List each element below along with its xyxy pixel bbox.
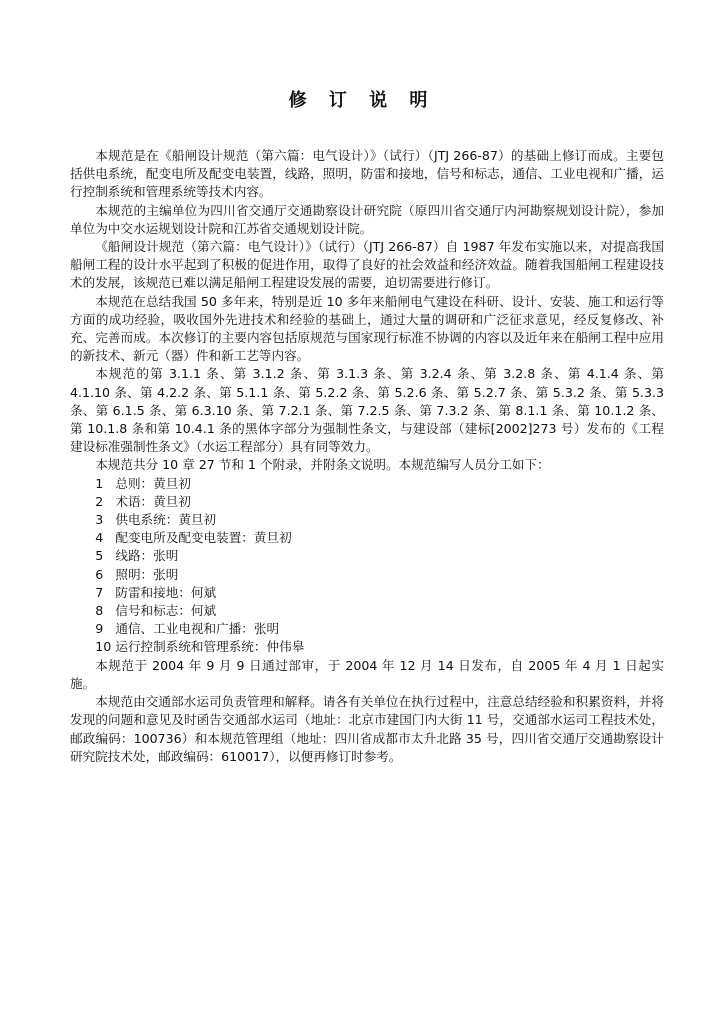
author-item-number: 2 [95, 493, 104, 509]
author-item-text: 防雷和接地：何斌 [115, 584, 217, 600]
author-item-text: 线路：张明 [115, 548, 179, 564]
author-item-text: 总则：黄旦初 [115, 475, 191, 491]
author-item-number: 10 [95, 639, 112, 655]
author-list-item [70, 511, 664, 529]
author-list-item [70, 620, 664, 638]
author-item-text: 信号和标志：何斌 [115, 603, 217, 619]
paragraph-history: 《船闸设计规范（第六篇：电气设计）》（试行）（JTJ 266-87）自 1987 年发布实施以来，对提高我国船闸工程的设计水平起到了积极的促进作用，取得了良好的社会效益和经济效益。随着我国船闸工程建设技术的发展，该规范已难以满足船闸工程建设发展的需要，迫切需要进行修订。 [70, 239, 664, 291]
document-body [70, 147, 664, 766]
paragraph-structure: 本规范共分 10 章 27 节和 1 个附录，并附条文说明。本规范编写人员分工如下： [95, 457, 550, 473]
author-item-text: 配变电所及配变电装置：黄旦初 [115, 530, 292, 546]
author-item-number: 6 [95, 566, 104, 582]
paragraph-basis: 本规范是在《船闸设计规范（第六篇：电气设计）》（试行）（JTJ 266-87）的基础上修订而成。主要包括供电系统，配变电所及配变电装置，线路，照明，防雷和接地，信号和标志，通信、工业电视和广播，运行控制系统和管理系统等技术内容。 [70, 148, 664, 200]
author-item-number: 9 [95, 621, 104, 637]
paragraph-mandatory-clauses: 本规范的第 3.1.1 条、第 3.1.2 条、第 3.1.3 条、第 3.2.4 条、第 3.2.8 条、第 4.1.4 条、第 4.1.10 条、第 4.2.2 条、第 5.1.1 条、第 5.2.2 条、第 5.2.6 条、第 5.2.7 条、第 5.3.2 条、第 5.3.3 条、第 6.1.5 条、第 6.3.10 条、第 7.2.1 条、第 7.2.5 条、第 7.3.2 条、第 8.1.1 条、第 10.1.2 条、第 10.1.8 条和第 10.4.1 条的黑体字部分为强制性条文，与建设部（建标[2002]273 号）发布的《工程建设标准强制性条文》（水运工程部分）具有同等效力。 [70, 366, 664, 455]
author-item-number: 4 [95, 530, 104, 546]
author-item-text: 通信、工业电视和广播：张明 [115, 621, 280, 637]
author-list [70, 475, 664, 657]
author-list-item [70, 584, 664, 602]
author-item-text: 照明：张明 [115, 566, 179, 582]
author-list-item [70, 602, 664, 620]
author-item-number: 5 [95, 548, 104, 564]
author-item-text: 供电系统：黄旦初 [115, 512, 217, 528]
author-list-item [70, 547, 664, 565]
paragraph-revision-content: 本规范在总结我国 50 多年来，特别是近 10 多年来船闸电气建设在科研、设计、安装、施工和运行等方面的成功经验，吸收国外先进技术和经验的基础上，通过大量的调研和广泛征求意见，经反复修改、补充、完善而成。本次修订的主要内容包括原规范与国家现行标准不协调的内容以及近年来在船闸工程中应用的新技术、新元（器）件和新工艺等内容。 [70, 293, 664, 364]
author-list-item [70, 566, 664, 584]
paragraph-effective-date: 本规范于 2004 年 9 月 9 日通过部审，于 2004 年 12 月 14 日发布，自 2005 年 4 月 1 日起实施。 [70, 657, 664, 691]
author-list-item [70, 475, 664, 493]
author-list-item [70, 529, 664, 547]
author-item-number: 8 [95, 603, 104, 619]
page-title: 修 订 说 明 [288, 90, 436, 111]
author-item-number: 7 [95, 584, 104, 600]
author-list-item [70, 638, 664, 656]
author-item-number: 3 [95, 512, 104, 528]
author-item-text: 术语：黄旦初 [115, 493, 191, 509]
author-item-text: 运行控制系统和管理系统：仲伟皋 [115, 639, 305, 655]
author-item-number: 1 [95, 475, 104, 491]
paragraph-contact: 本规范由交通部水运司负责管理和解释。请各有关单位在执行过程中，注意总结经验和积累资料，并将发现的问题和意见及时函告交通部水运司（地址：北京市建国门内大街 11 号，交通部水运司工程技术处，邮政编码：100736）和本规范管理组（地址：四川省成都市太升北路 35 号，四川省交通厅交通勘察设计研究院技术处，邮政编码：610017），以便再修订时参考。 [70, 694, 664, 764]
paragraph-editors: 本规范的主编单位为四川省交通厅交通勘察设计研究院（原四川省交通厅内河勘察规划设计院），参加单位为中交水运规划设计院和江苏省交通规划设计院。 [70, 202, 664, 236]
author-list-item [70, 493, 664, 511]
